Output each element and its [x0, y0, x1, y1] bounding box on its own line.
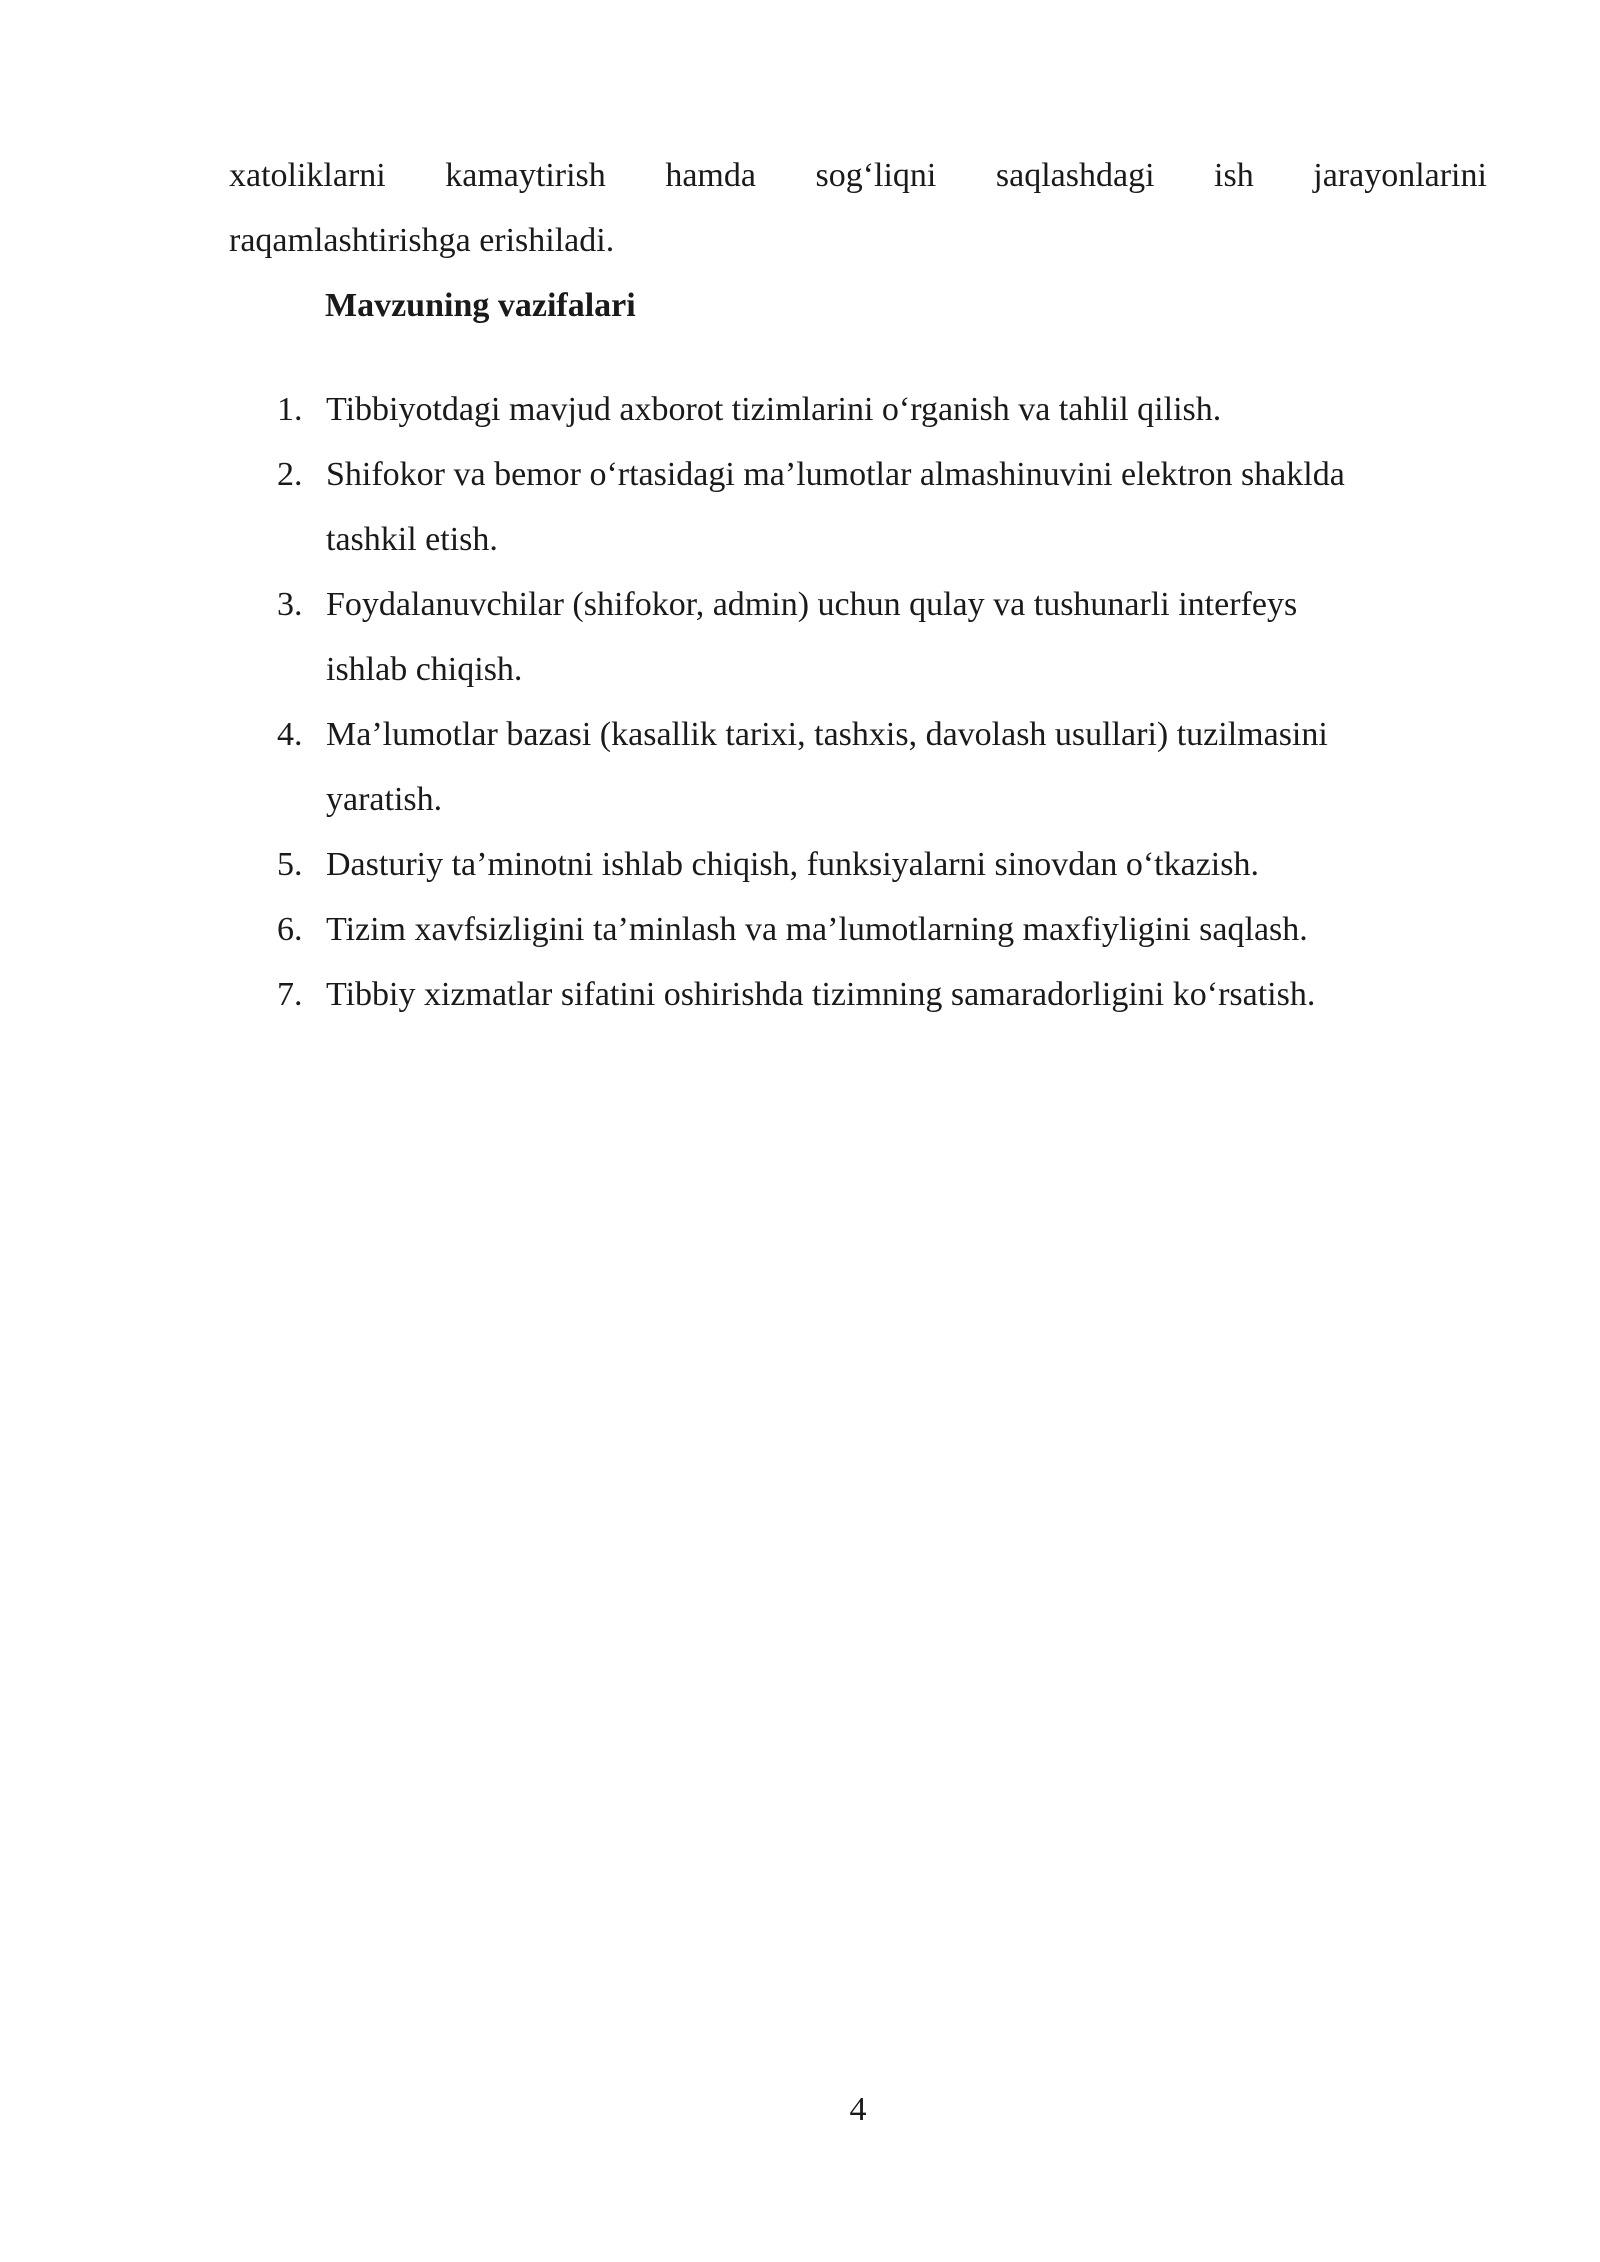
section-heading: Mavzuning vazifalari [325, 287, 636, 324]
list-item [229, 572, 1487, 702]
intro-word: sog‘liqni [815, 157, 937, 194]
list-item-number: 6. [277, 911, 303, 948]
list-item-text: Tibbiyotdagi mavjud axborot tizimlarini o‘rganish va tahlil qilish. [326, 391, 1222, 428]
intro-word: hamda [665, 157, 756, 194]
intro-word: kamaytirish [445, 157, 606, 194]
list-item-text-continued: ishlab chiqish. [326, 651, 523, 688]
list-item [229, 702, 1487, 832]
list-item-number: 1. [277, 391, 303, 428]
page-number: 4 [849, 2091, 867, 2128]
list-item-text-continued: tashkil etish. [326, 521, 498, 558]
list-item-text: Shifokor va bemor o‘rtasidagi ma’lumotlar almashinuvini elektron shaklda [326, 456, 1345, 493]
intro-line-1 [229, 143, 1487, 208]
list-item-text: Tizim xavfsizligini ta’minlash va ma’lumotlarning maxfiyligini saqlash. [326, 911, 1308, 948]
list-item-text-continued: yaratish. [326, 781, 443, 818]
list-item-text: Tibbiy xizmatlar sifatini oshirishda tizimning samaradorligini ko‘rsatish. [326, 976, 1316, 1013]
intro-line-2: raqamlashtirishga erishiladi. [229, 222, 615, 259]
list-item-number: 2. [277, 456, 303, 493]
list-item-text: Ma’lumotlar bazasi (kasallik tarixi, tashxis, davolash usullari) tuzilmasini [326, 716, 1328, 753]
list-item-number: 7. [277, 976, 303, 1013]
list-item [229, 832, 1487, 897]
list-item [229, 377, 1487, 442]
list-item [229, 442, 1487, 572]
intro-word: jarayonlarini [1313, 157, 1487, 194]
intro-paragraph [229, 143, 1487, 273]
list-item [229, 897, 1487, 962]
list-item-text: Foydalanuvchilar (shifokor, admin) uchun qulay va tushunarli interfeys [326, 586, 1298, 623]
list-item-number: 4. [277, 716, 303, 753]
list-item [229, 962, 1487, 1027]
intro-word: xatoliklarni [229, 157, 386, 194]
intro-word: ish [1214, 157, 1254, 194]
intro-word: saqlashdagi [995, 157, 1155, 194]
list-item-text: Dasturiy ta’minotni ishlab chiqish, funksiyalarni sinovdan o‘tkazish. [326, 846, 1259, 883]
task-list [229, 377, 1487, 1027]
list-item-number: 3. [277, 586, 303, 623]
list-item-number: 5. [277, 846, 303, 883]
